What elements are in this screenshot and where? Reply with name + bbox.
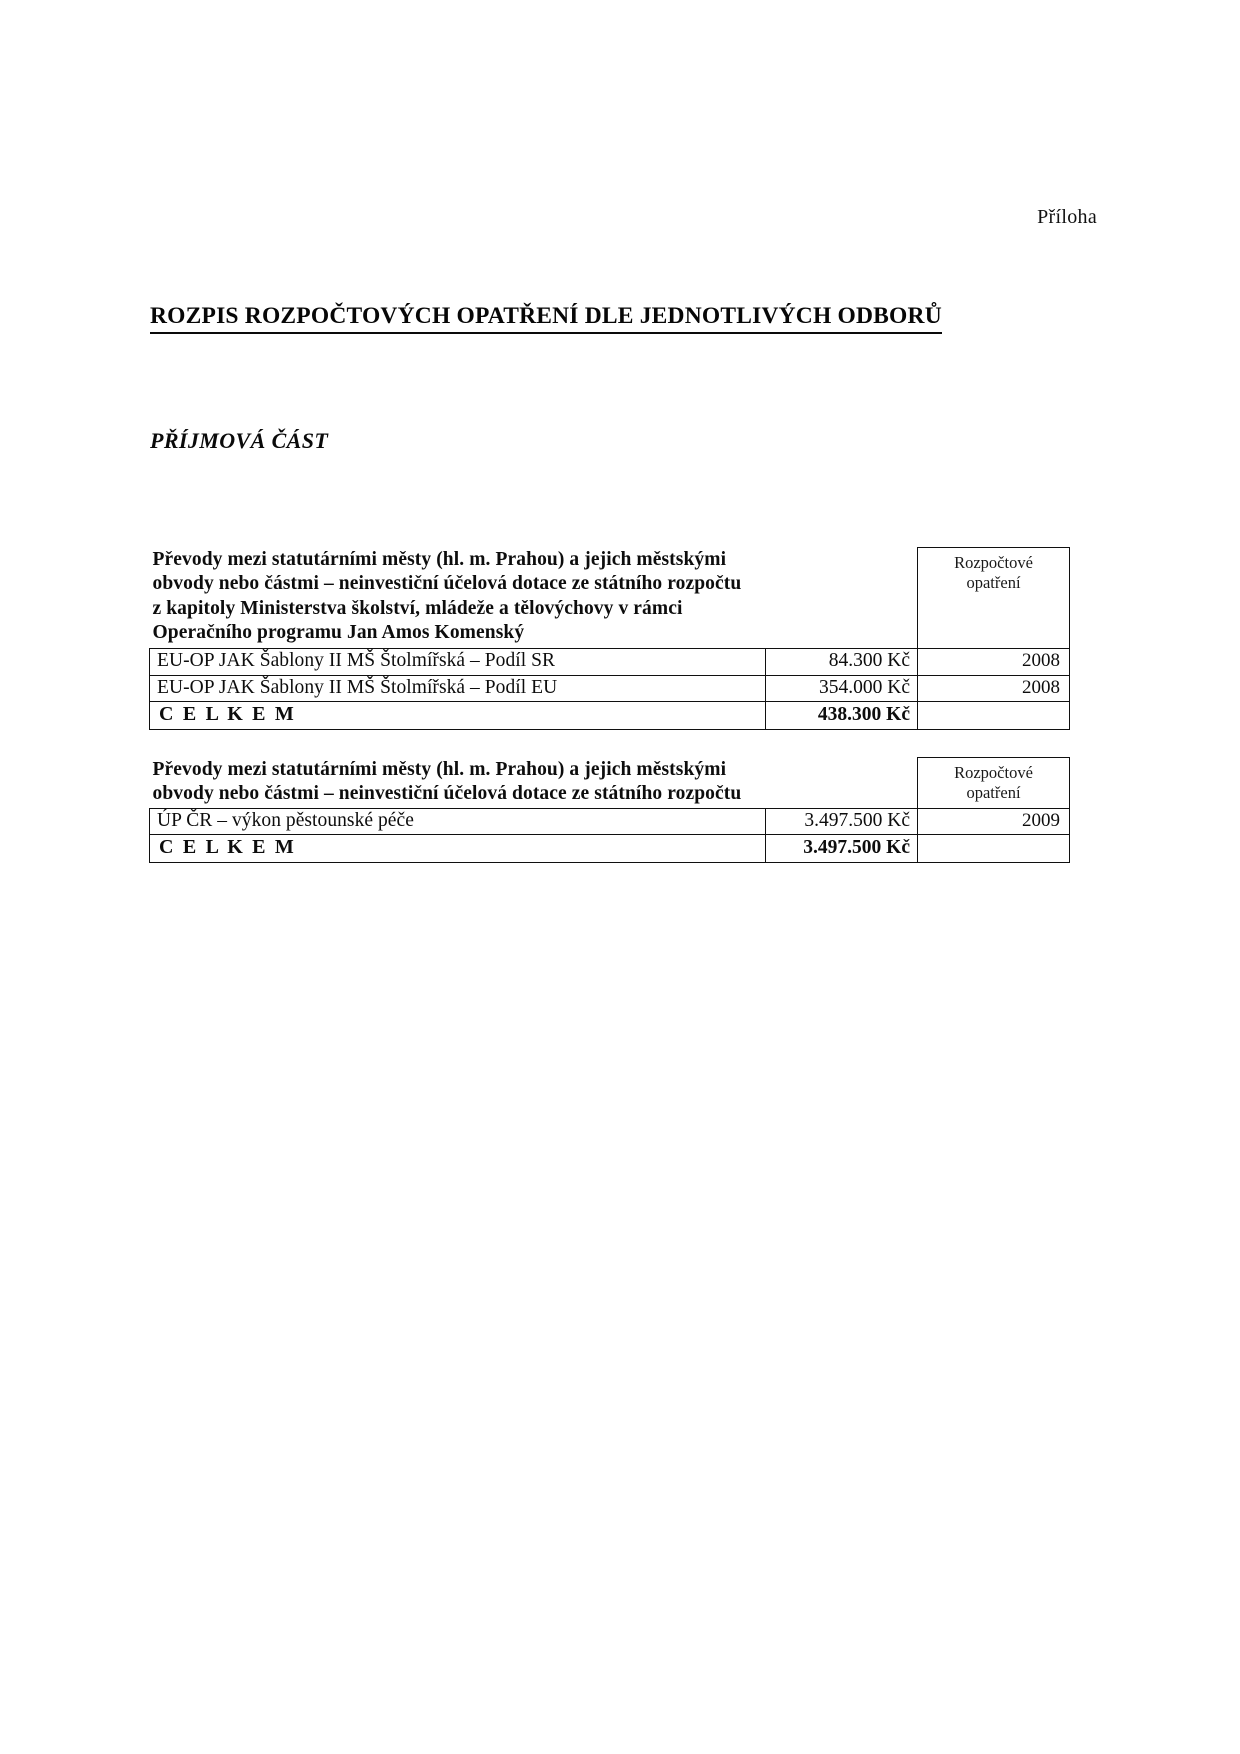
table-description-header [150, 548, 918, 649]
budget-table-1-grid [149, 547, 1070, 730]
appendix-label: Příloha [1037, 206, 1097, 228]
table-description-header [150, 758, 918, 809]
table-header-row [150, 548, 1070, 649]
budget-table-1 [149, 547, 1069, 730]
description-line: obvody nebo částmi – neinvestiční účelová dotace ze státního rozpočtu [152, 573, 742, 595]
total-year [918, 702, 1070, 729]
row-amount: 84.300 Kč [766, 648, 918, 675]
row-description: EU-OP JAK Šablony II MŠ Štolmířská – Podíl SR [150, 648, 766, 675]
table-row [150, 808, 1070, 835]
row-year: 2008 [918, 648, 1070, 675]
table-header-row [150, 758, 1070, 809]
column-header-line-2: opatření [966, 572, 1021, 592]
page-title: ROZPIS ROZPOČTOVÝCH OPATŘENÍ DLE JEDNOTLIVÝCH ODBORŮ [150, 303, 942, 334]
description-line: obvody nebo částmi – neinvestiční účelová dotace ze státního rozpočtu [152, 783, 742, 805]
budget-table-2 [149, 757, 1069, 863]
row-amount: 3.497.500 Kč [766, 808, 918, 835]
description-line: Operačního programu Jan Amos Komenský [152, 622, 525, 644]
table-total-row [150, 702, 1070, 729]
description-line: z kapitoly Ministerstva školství, mládeže a tělovýchovy v rámci [152, 597, 683, 619]
total-amount: 438.300 Kč [766, 702, 918, 729]
table-row [150, 675, 1070, 702]
total-label: C E L K E M [150, 835, 766, 862]
column-header-rozpoctove-opatreni [918, 758, 1070, 809]
table-total-row [150, 835, 1070, 862]
column-header-line-2: opatření [966, 782, 1021, 802]
row-year: 2008 [918, 675, 1070, 702]
total-label: C E L K E M [150, 702, 766, 729]
row-description: EU-OP JAK Šablony II MŠ Štolmířská – Podíl EU [150, 675, 766, 702]
row-description: ÚP ČR – výkon pěstounské péče [150, 808, 766, 835]
description-line: Převody mezi statutárními městy (hl. m. Prahou) a jejich městskými [152, 548, 727, 570]
total-year [918, 835, 1070, 862]
column-header-line-1: Rozpočtové [954, 763, 1033, 782]
budget-table-2-grid [149, 757, 1070, 863]
row-year: 2009 [918, 808, 1070, 835]
table-row [150, 648, 1070, 675]
section-heading-prijmova-cast: PŘÍJMOVÁ ČÁST [150, 428, 329, 453]
row-amount: 354.000 Kč [766, 675, 918, 702]
description-line: Převody mezi statutárními městy (hl. m. Prahou) a jejich městskými [152, 758, 727, 780]
column-header-line-1: Rozpočtové [954, 553, 1033, 572]
column-header-rozpoctove-opatreni [918, 548, 1070, 649]
total-amount: 3.497.500 Kč [766, 835, 918, 862]
